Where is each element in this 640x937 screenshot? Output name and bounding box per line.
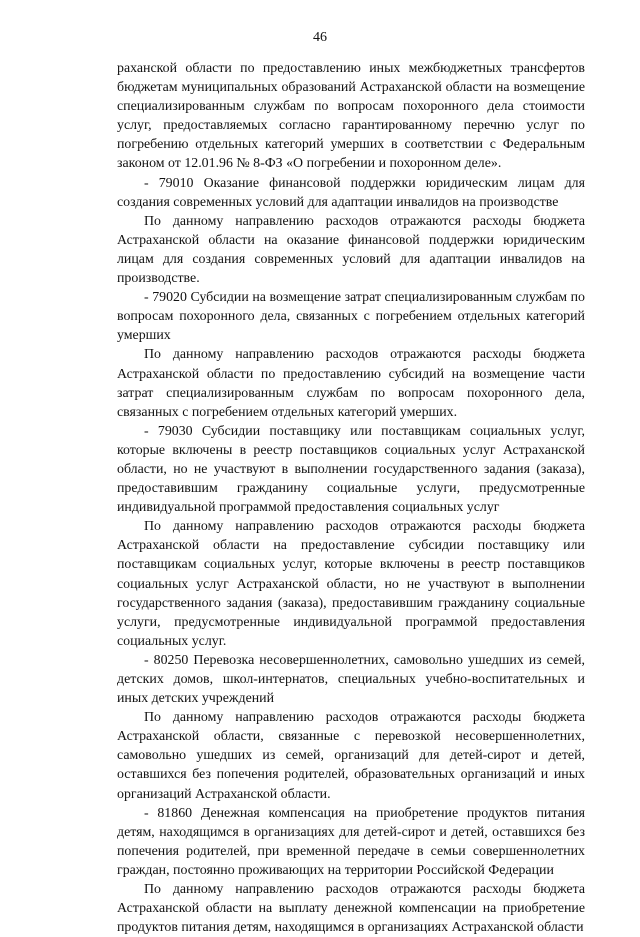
paragraph-description: По данному направлению расходов отражаются расходы бюджета Астраханской области, связанные с перевозкой несовершеннолетних, самовольно ушедших из семей, организаций для детей-сирот и детей, оставшихся без попечения родителей, образовательных организаций и иных организаций Астраханской области. xyxy=(117,710,585,802)
document-body xyxy=(117,59,585,937)
paragraph-item-81860: - 81860 Денежная компенсация на приобретение продуктов питания детям, находящимся в организациях для детей-сирот и детей, оставшихся без попечения родителей, при временной передаче в семьи совершеннолетних граждан, постоянно проживающих на территории Российской Федерации xyxy=(117,805,585,878)
paragraph-description: По данному направлению расходов отражаются расходы бюджета Астраханской области на оказание финансовой поддержки юридическим лицам для создания современных условий для адаптации инвалидов на производстве. xyxy=(117,213,585,287)
paragraph-item-79020: - 79020 Субсидии на возмещение затрат специализированным службам по вопросам похоронного дела, связанных с погребением отдельных категорий умерших xyxy=(117,290,585,344)
paragraph-description: По данному направлению расходов отражаются расходы бюджета Астраханской области на выплату денежной компенсации на приобретение продуктов питания детям, находящимся в организациях Астраханской области xyxy=(117,882,585,936)
paragraph-item-79030: - 79030 Субсидии поставщику или поставщикам социальных услуг, которые включены в реестр поставщиков социальных услуг Астраханской области, но не участвуют в выполнении государственного задания (заказа), предоставившим гражданину социальные услуги, предусмотренные индивидуальной программой предоставления социальных услуг xyxy=(117,423,585,516)
page-number: 46 xyxy=(313,30,327,45)
paragraph-description: По данному направлению расходов отражаются расходы бюджета Астраханской области по предоставлению субсидий на возмещение части затрат специализированным службам по вопросам похоронного дела, связанных с погребением отдельных категорий умерших. xyxy=(117,347,585,420)
paragraph-item-80250: - 80250 Перевозка несовершеннолетних, самовольно ушедших из семей, детских домов, школ-интернатов, специальных учебно-воспитательных и иных детских учреждений xyxy=(117,652,585,707)
paragraph-continuation: раханской области по предоставлению иных межбюджетных трансфертов бюджетам муниципальных образований Астраханской области на возмещение специализированным службам по вопросам похоронного дела стоимости услуг, предоставляемых согласно гарантированному перечню услуг по погребению отдельных категорий умерших в соответствии с Федеральным законом от 12.01.96 № 8-ФЗ «О погребении и похоронном деле». xyxy=(117,61,585,172)
paragraph-item-79010: - 79010 Оказание финансовой поддержки юридическим лицам для создания современных условий для адаптации инвалидов на производстве xyxy=(117,175,585,210)
paragraph-description: По данному направлению расходов отражаются расходы бюджета Астраханской области на предоставление субсидии поставщику или поставщикам социальных услуг, которые включены в реестр поставщиков социальных услуг Астраханской области, но не участвуют в выполнении государственного задания (заказа), предоставившим гражданину социальные услуги, предусмотренные индивидуальной программой предоставления социальных услуг. xyxy=(117,519,585,649)
